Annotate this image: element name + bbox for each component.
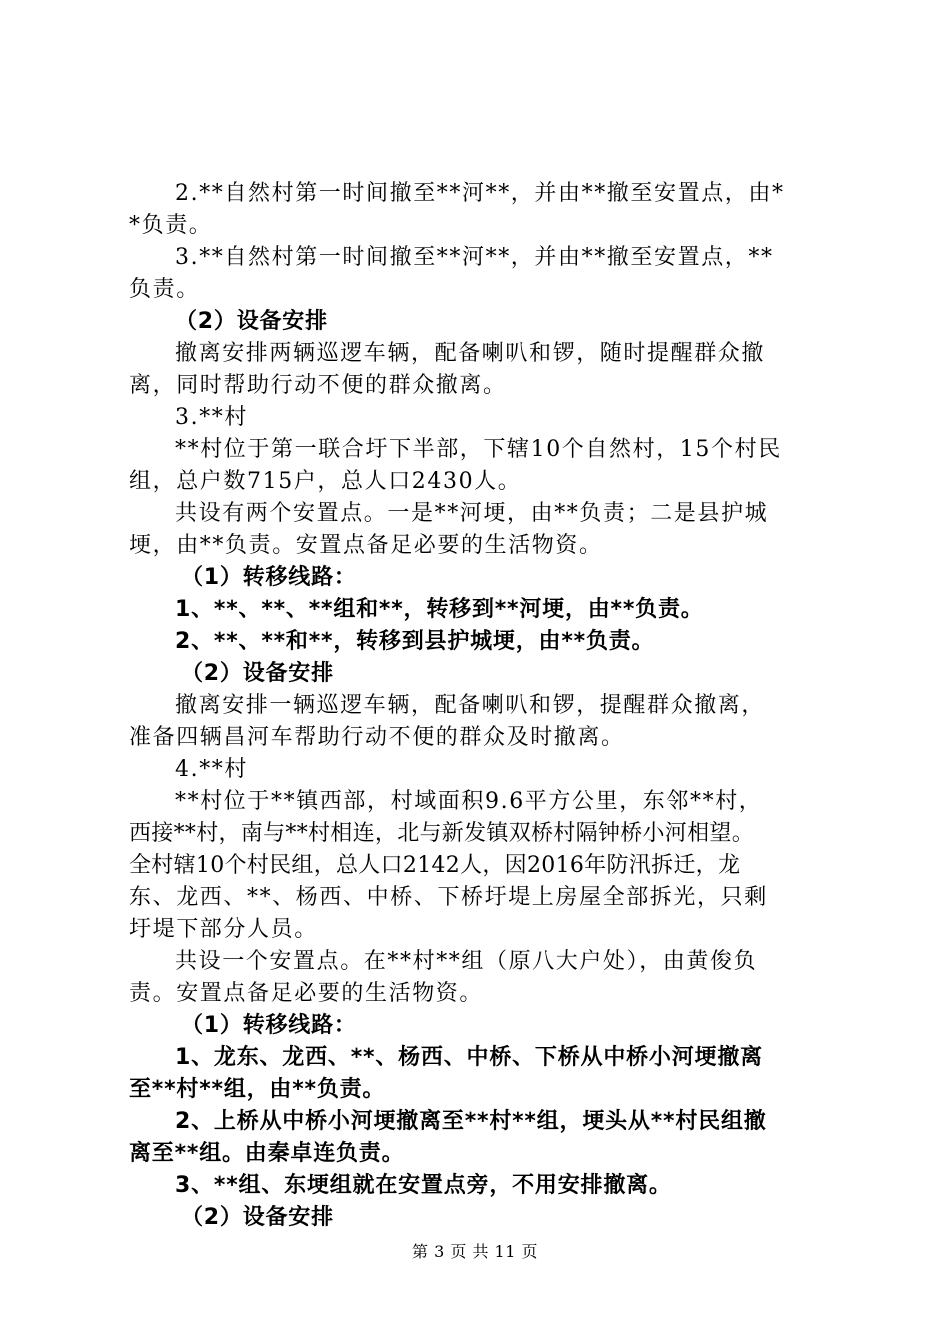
text-line: 全村辖10个村民组，总人口2142人，因2016年防汛拆迁，龙 [129,853,741,878]
text-line: 撤离安排一辆巡逻车辆，配备喇叭和锣，提醒群众撤离， [175,693,766,718]
section-heading: （2）设备安排 [181,1205,334,1230]
village-heading: 4.**村 [175,757,248,782]
section-heading: （2）设备安排 [181,661,334,686]
section-heading: （2）设备安排 [175,309,328,334]
route-line: 1、龙东、龙西、**、杨西、中桥、下桥从中桥小河埂撤离 [175,1045,763,1070]
page-number: 第 3 页 共 11 页 [412,1242,538,1261]
section-heading: （1）转移线路： [181,1013,357,1038]
text-line: 3.**自然村第一时间撤至**河**，并由**撤至安置点，** [175,245,774,270]
route-line: 3、**组、东埂组就在安置点旁，不用安排撤离。 [175,1173,672,1198]
text-line: 西接**村，南与**村相连，北与新发镇双桥村隔钟桥小河相望。 [129,821,755,846]
text-line: 共设有两个安置点。一是**河埂，由**负责；二是县护城 [175,501,769,526]
route-line: 离至**组。由秦卓连负责。 [129,1141,405,1166]
text-line: **村位于**镇西部，村域面积9.6平方公里，东邻**村， [175,789,763,814]
text-line: 负责。 [129,277,200,302]
route-line: 1、**、**、**组和**，转移到**河埂，由**负责。 [175,597,704,622]
text-line: 圩堤下部分人员。 [129,917,318,942]
text-line: 埂，由**负责。安置点备足必要的生活物资。 [129,533,603,558]
route-line: 2、**、**和**，转移到县护城埂，由**负责。 [175,629,655,654]
text-line: 东、龙西、**、杨西、中桥、下桥圩堤上房屋全部拆光，只剩 [129,885,768,910]
text-line: 共设一个安置点。在**村**组（原八大户处），由黄俊负 [175,949,758,974]
text-line: 离，同时帮助行动不便的群众撤离。 [129,373,507,398]
text-line: 组，总户数715户，总人口2430人。 [129,469,522,494]
village-heading: 3.**村 [175,405,248,430]
text-line: **村位于第一联合圩下半部，下辖10个自然村，15个村民 [175,437,782,462]
text-line: 准备四辆昌河车帮助行动不便的群众及时撤离。 [129,725,625,750]
document-body [129,178,837,1234]
text-line: 责。安置点备足必要的生活物资。 [129,981,484,1006]
text-line: 2.**自然村第一时间撤至**河**，并由**撤至安置点，由* [175,181,785,206]
section-heading: （1）转移线路： [181,565,357,590]
text-line: 撤离安排两辆巡逻车辆，配备喇叭和锣，随时提醒群众撤 [175,341,766,366]
route-line: 至**村**组，由**负责。 [129,1077,386,1102]
route-line: 2、上桥从中桥小河埂撤离至**村**组，埂头从**村民组撤 [175,1109,767,1134]
text-line: *负责。 [129,213,213,238]
